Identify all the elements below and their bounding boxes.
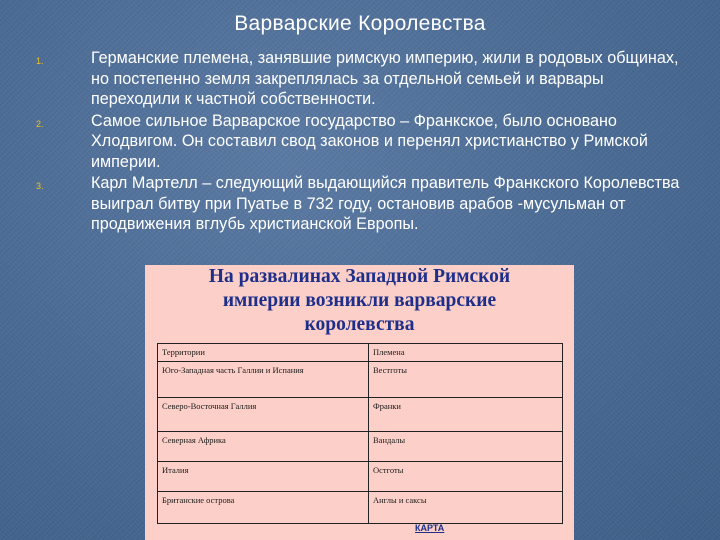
table-row (158, 398, 563, 432)
territory-cell: Италия (158, 462, 369, 492)
bullet-number: 2. (36, 118, 44, 129)
territory-cell: Северная Африка (158, 432, 369, 462)
header-territories: Территории (158, 344, 369, 362)
tribe-cell: Остготы (369, 462, 563, 492)
table-header-row (158, 344, 563, 362)
table-row (158, 362, 563, 398)
slide-title: Варварские Королевства (234, 12, 486, 35)
bullet-item-3 (36, 173, 686, 235)
territory-cell: Британские острова (158, 492, 369, 524)
tribe-cell: Франки (369, 398, 563, 432)
table-row (158, 492, 563, 524)
bullet-text: Германские племена, занявшие римскую империю, жили в родовых общинах, но постепенно земля закреплялась за отдельной семьей и варвары переходили к частной собственности. (91, 49, 679, 108)
bullet-number: 1. (36, 56, 44, 66)
bullet-list (36, 48, 686, 236)
figure-heading-line: империи возникли варварские (222, 290, 497, 311)
bullet-number: 3. (36, 181, 44, 191)
figure-heading (145, 265, 574, 337)
kingdoms-table (157, 343, 563, 524)
tribe-cell: Вандалы (369, 432, 563, 462)
kingdoms-figure (145, 265, 574, 540)
bullet-item-2 (36, 111, 686, 173)
tribe-cell: Вестготы (369, 362, 563, 398)
table-row (158, 462, 563, 492)
bullet-text: Карл Мартелл – следующий выдающийся правитель Франкского Королевства выиграл битву при Пуатье в 732 году, остановив арабов -мусульман от продвижения вглубь христианской Европы. (91, 174, 680, 233)
table-row (158, 432, 563, 462)
map-link[interactable]: КАРТА (415, 523, 445, 533)
figure-heading-line: королевства (304, 314, 415, 335)
territory-cell: Северо-Восточная Галлия (158, 398, 369, 432)
figure-heading-line: На развалинах Западной Римской (208, 266, 511, 287)
territory-cell: Юго-Западная часть Галлии и Испания (158, 362, 369, 398)
bullet-text: Самое сильное Варварское государство – Франкское, было основано Хлодвигом. Он составил свод законов и перенял христианство у Римской империи. (91, 111, 648, 171)
tribe-cell: Англы и саксы (369, 492, 563, 524)
bullet-item-1 (36, 48, 686, 110)
header-tribes: Племена (369, 344, 563, 362)
